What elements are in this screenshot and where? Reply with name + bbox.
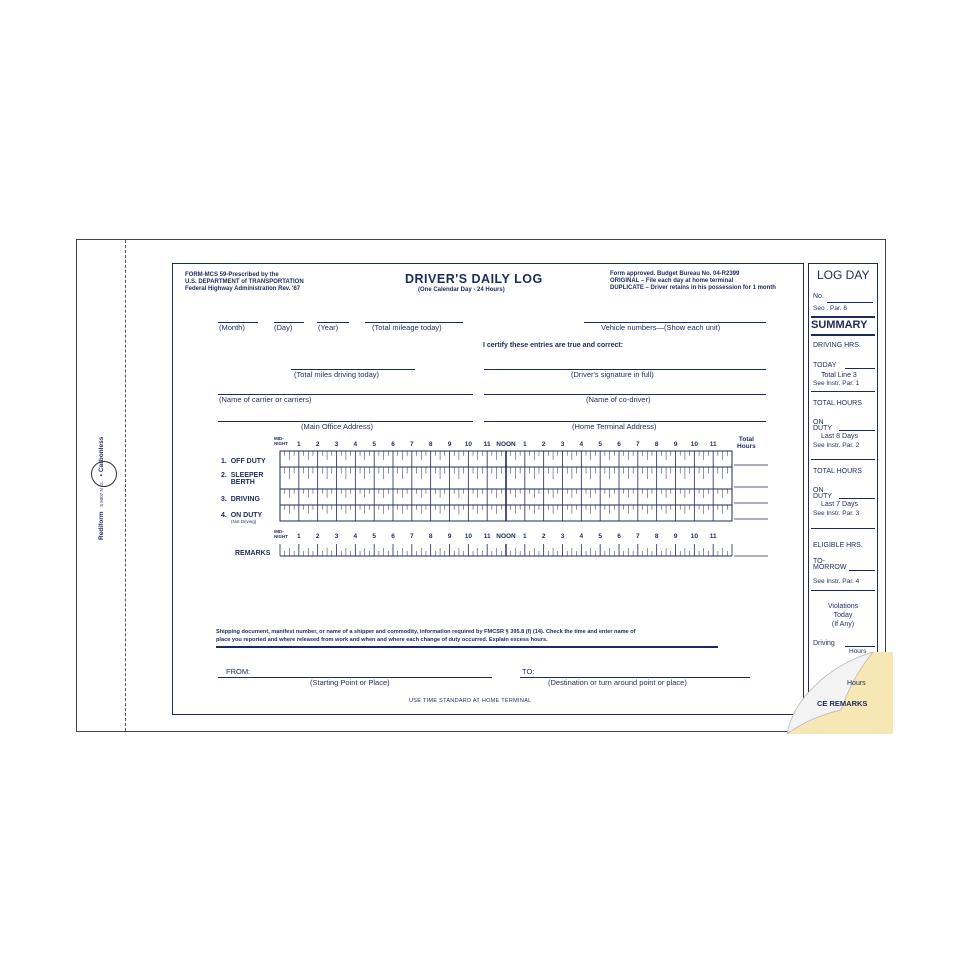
top-hour-10: 10 <box>464 441 472 448</box>
carbon-see-remarks: CE REMARKS <box>817 699 868 708</box>
on-duty-line-1[interactable] <box>839 430 875 431</box>
top-hour-2: 2 <box>315 441 320 448</box>
on-duty-label-1: ON DUTY <box>813 419 833 432</box>
main-office-field[interactable]: (Main Office Address) <box>301 422 373 431</box>
driving-violation-hours: Hours <box>849 648 867 655</box>
bottom-hour-9: 9 <box>447 533 452 540</box>
tomorrow-label: TO- MORROW <box>813 558 847 571</box>
bottom-pm-hour-10: 10 <box>690 533 698 540</box>
total-line3: Total Line 3 <box>821 372 857 379</box>
log-day-label: LOG DAY <box>817 268 870 282</box>
top-hour-9: 9 <box>447 441 452 448</box>
bottom-hour-6: 6 <box>391 533 395 540</box>
log-book-sheet <box>76 239 886 732</box>
see-par4: See Instr. Par. 4 <box>813 578 860 585</box>
summary-column <box>808 263 878 715</box>
time-standard-note: USE TIME STANDARD AT HOME TERMINAL <box>409 698 532 704</box>
on-duty-line-2[interactable] <box>839 498 875 499</box>
status-driving: 3. DRIVING <box>221 496 260 503</box>
bottom-pm-hour-4: 4 <box>579 533 584 540</box>
perforation-line <box>125 240 126 731</box>
bottom-hour-5: 5 <box>372 533 376 540</box>
bottom-hour-2: 2 <box>315 533 320 540</box>
bottom-pm-hour-11: 11 <box>709 533 717 540</box>
total-hours-label-2: TOTAL HOURS <box>813 468 862 475</box>
top-pm-hour-5: 5 <box>598 441 602 448</box>
form-header-left: FORM-MCS 59-Prescribed by the U.S. DEPARTMENT of TRANSPORTATION Federal Highway Administration Rev. '67 <box>185 272 304 292</box>
bottom-hour-1: 1 <box>297 533 301 540</box>
vehicle-numbers-field[interactable]: Vehicle numbers—(Show each unit) <box>601 323 721 332</box>
bottom-hour-8: 8 <box>428 533 433 540</box>
carbonless-side-print: Rediform5 5007 N CL• Carbonless <box>98 436 105 540</box>
bottom-pm-hour-1: 1 <box>523 533 527 540</box>
bottom-pm-hour-3: 3 <box>560 533 565 540</box>
driver-signature-field[interactable]: (Driver's signature in full) <box>571 370 654 379</box>
top-pm-hour-3: 3 <box>560 441 565 448</box>
top-hour-4: 4 <box>353 441 358 448</box>
month-field[interactable]: (Month) <box>219 323 245 332</box>
top-noon-label: NOON <box>496 441 516 448</box>
on-duty-label-2: ON DUTY <box>813 487 833 500</box>
bottom-hour-3: 3 <box>334 533 339 540</box>
log-day-no-line[interactable] <box>827 302 873 303</box>
status-off-duty: 1. OFF DUTY <box>221 458 266 465</box>
certify-text: I certify these entries are true and correct: <box>483 342 624 349</box>
status-sleeper-berth: 2. SLEEPER BERTH <box>221 472 264 486</box>
page-curl-corner <box>787 652 893 734</box>
today-label: TODAY <box>813 362 837 369</box>
shipping-instructions: Shipping document, manifest number, or name of a shipper and commodity, information required by FMCSR § 395.8 (f) (14). Check the time and enter name of place you reported and where released from work and when and where each change of duty occurred. Explain excess hours. <box>216 629 636 643</box>
drivers-daily-log-form <box>172 263 804 715</box>
top-pm-hour-6: 6 <box>617 441 621 448</box>
bottom-hour-11: 11 <box>483 533 491 540</box>
see-par2: See Instr. Par. 2 <box>813 442 860 449</box>
year-field[interactable]: (Year) <box>318 323 339 332</box>
bottom-pm-hour-6: 6 <box>617 533 621 540</box>
co-driver-field[interactable]: (Name of co-driver) <box>586 395 651 404</box>
form-title: DRIVER'S DAILY LOG <box>405 272 543 286</box>
top-hour-5: 5 <box>372 441 376 448</box>
form-header-right: Form approved. Budget Bureau No. 04-R2399 ORIGINAL – File each day at home terminal DUPLICATE – Driver retains in his possession for 1 month <box>610 271 776 291</box>
remarks-label: REMARKS <box>235 550 271 557</box>
destination-label: (Destination or turn around point or place) <box>548 678 687 687</box>
bottom-pm-hour-9: 9 <box>673 533 678 540</box>
tomorrow-line[interactable] <box>849 570 875 571</box>
duty-status-grid[interactable] <box>173 264 805 716</box>
log-day-no: No. <box>813 293 824 300</box>
top-hour-11: 11 <box>483 441 491 448</box>
form-subtitle: (One Calendar Day - 24 Hours) <box>418 287 505 293</box>
top-hour-7: 7 <box>410 441 414 448</box>
last-8-days: Last 8 Days <box>821 433 858 440</box>
bottom-pm-hour-5: 5 <box>598 533 602 540</box>
bottom-noon-label: NOON <box>496 533 516 540</box>
eligible-hrs-label: ELIGIBLE HRS. <box>813 542 863 549</box>
total-mileage-field[interactable]: (Total mileage today) <box>372 323 442 332</box>
status-on-duty: 4. ON DUTY <box>221 512 263 519</box>
today-hours-line[interactable] <box>845 368 875 369</box>
midnight-label-top: MID- NIGHT <box>274 436 288 446</box>
carrier-field[interactable]: (Name of carrier or carriers) <box>219 395 312 404</box>
to-label: TO: <box>522 667 535 676</box>
home-terminal-field[interactable]: (Home Terminal Address) <box>572 422 657 431</box>
top-pm-hour-4: 4 <box>579 441 584 448</box>
day-field[interactable]: (Day) <box>274 323 293 332</box>
top-hour-8: 8 <box>428 441 433 448</box>
from-label: FROM: <box>226 667 251 676</box>
driving-hrs-label: DRIVING HRS. <box>813 342 861 349</box>
driving-violation-line[interactable] <box>845 646 875 647</box>
shipping-divider <box>216 646 718 648</box>
bottom-pm-hour-7: 7 <box>636 533 640 540</box>
top-pm-hour-8: 8 <box>654 441 659 448</box>
top-pm-hour-10: 10 <box>690 441 698 448</box>
total-hours-label-1: TOTAL HOURS <box>813 400 862 407</box>
top-pm-hour-11: 11 <box>709 441 717 448</box>
carbon-hours-text: Hours <box>847 680 866 687</box>
top-pm-hour-9: 9 <box>673 441 678 448</box>
summary-heading: SUMMARY <box>811 319 868 331</box>
total-miles-driving-field[interactable]: (Total miles driving today) <box>294 370 380 379</box>
bottom-pm-hour-8: 8 <box>654 533 659 540</box>
top-hour-3: 3 <box>334 441 339 448</box>
top-pm-hour-7: 7 <box>636 441 640 448</box>
midnight-label-bottom: MID- NIGHT <box>274 529 288 539</box>
top-pm-hour-1: 1 <box>523 441 527 448</box>
not-driving-label: (Not Driving) <box>231 519 257 524</box>
bottom-hour-10: 10 <box>464 533 472 540</box>
see-par3: See Instr. Par. 3 <box>813 510 860 517</box>
bottom-pm-hour-2: 2 <box>541 533 546 540</box>
bottom-hour-4: 4 <box>353 533 358 540</box>
top-hour-1: 1 <box>297 441 301 448</box>
last-7-days: Last 7 Days <box>821 501 858 508</box>
starting-point-label: (Starting Point or Place) <box>310 678 390 687</box>
see-par1: See Instr. Par. 1 <box>813 380 860 387</box>
violations-label: Violations Today (If Any) <box>827 603 859 628</box>
top-pm-hour-2: 2 <box>541 441 546 448</box>
bottom-hour-7: 7 <box>410 533 414 540</box>
top-hour-6: 6 <box>391 441 395 448</box>
driving-violation-label: Driving <box>813 640 835 647</box>
total-hours-label: Total Hours <box>737 436 756 450</box>
log-day-see: Seo . Par. 6 <box>813 305 847 312</box>
